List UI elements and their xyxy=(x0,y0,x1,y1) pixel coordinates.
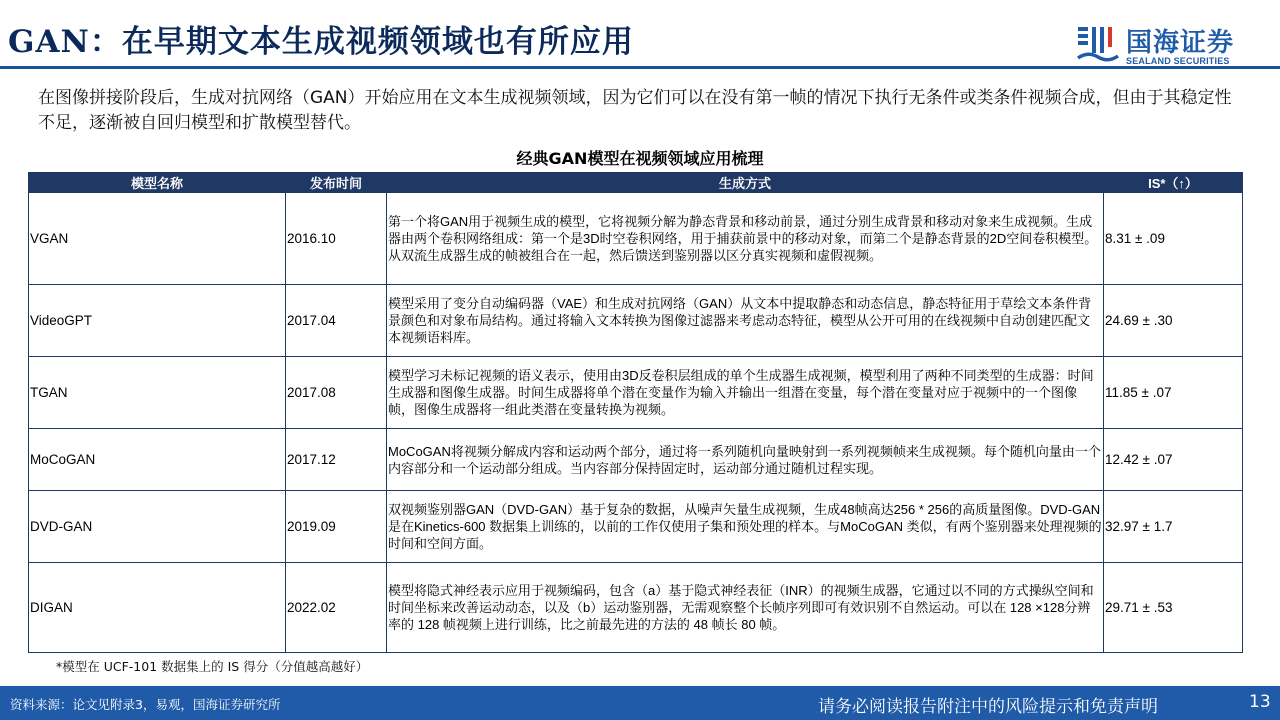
model-name-cell: DIGAN xyxy=(29,563,286,653)
release-date-cell: 2017.12 xyxy=(286,429,387,491)
release-date-cell: 2017.08 xyxy=(286,357,387,429)
table-row xyxy=(29,357,1243,429)
page-title: GAN：在早期文本生成视频领域也有所应用 xyxy=(8,24,634,60)
model-name-cell: MoCoGAN xyxy=(29,429,286,491)
model-name-cell: DVD-GAN xyxy=(29,491,286,563)
description-cell: 模型采用了变分自动编码器（VAE）和生成对抗网络（GAN）从文本中提取静态和动态信息，静态特征用于草绘文本条件背景颜色和对象布局结构。通过将输入文本转换为图像过滤器来考虑动态特征，模型从公开可用的在线视频中自动创建匹配文本视频语料库。 xyxy=(387,285,1104,357)
header-model-name: 模型名称 xyxy=(29,173,286,193)
is-score-cell: 24.69 ± .30 xyxy=(1104,285,1243,357)
table-footnote: *模型在 UCF-101 数据集上的 IS 得分（分值越高越好） xyxy=(56,659,369,674)
table-row xyxy=(29,563,1243,653)
logo-chinese-name: 国海证券 xyxy=(1126,28,1235,58)
description-cell: 模型学习未标记视频的语义表示，使用由3D反卷积层组成的单个生成器生成视频，模型利用了两种不同类型的生成器：时间生成器和图像生成器。时间生成器将单个潜在变量作为输入并输出一组潜在变量，每个潜在变量对应于视频中的一个图像帧，图像生成器将一组此类潜在变量转换为视频。 xyxy=(387,357,1104,429)
logo-english-name: SEALAND SECURITIES xyxy=(1126,56,1230,66)
table-row xyxy=(29,285,1243,357)
is-score-cell: 8.31 ± .09 xyxy=(1104,193,1243,285)
gan-models-table xyxy=(28,172,1243,653)
release-date-cell: 2017.04 xyxy=(286,285,387,357)
footer-bar xyxy=(0,686,1280,720)
description-cell: 第一个将GAN用于视频生成的模型，它将视频分解为静态背景和移动前景，通过分别生成背景和移动对象来生成视频。生成器由两个卷积网络组成：第一个是3D时空卷积网络，用于捕获前景中的移动对象，而第二个是静态背景的2D空间卷积模型。从双流生成器生成的帧被组合在一起，然后馈送到鉴别器以区分真实视频和虚假视频。 xyxy=(387,193,1104,285)
table-title: 经典GAN模型在视频领域应用梳理 xyxy=(516,149,764,168)
sealand-logo-icon xyxy=(1076,24,1120,64)
company-logo xyxy=(1076,22,1271,68)
header-is-score: IS*（↑） xyxy=(1104,173,1243,193)
model-name-cell: VideoGPT xyxy=(29,285,286,357)
description-cell: MoCoGAN将视频分解成内容和运动两个部分，通过将一系列随机向量映射到一系列视频帧来生成视频。每个随机向量由一个内容部分和一个运动部分组成。当内容部分保持固定时，运动部分通过随机过程实现。 xyxy=(387,429,1104,491)
table-row xyxy=(29,429,1243,491)
model-name-cell: VGAN xyxy=(29,193,286,285)
table-row xyxy=(29,491,1243,563)
disclaimer-notice: 请务必阅读报告附注中的风险提示和免责声明 xyxy=(818,697,1158,717)
description-cell: 双视频鉴别器GAN（DVD-GAN）基于复杂的数据，从噪声矢量生成视频，生成48帧高达256 * 256的高质量图像。DVD-GAN是在Kinetics-600 数据集上训练的，以前的工作仅使用子集和预处理的样本。与MoCoGAN 类似，有两个鉴别器来处理视频的时间和空间方面。 xyxy=(387,491,1104,563)
release-date-cell: 2016.10 xyxy=(286,193,387,285)
table-header-row xyxy=(29,173,1243,193)
is-score-cell: 12.42 ± .07 xyxy=(1104,429,1243,491)
header-generation-method: 生成方式 xyxy=(387,173,1104,193)
release-date-cell: 2019.09 xyxy=(286,491,387,563)
header-release-date: 发布时间 xyxy=(286,173,387,193)
is-score-cell: 11.85 ± .07 xyxy=(1104,357,1243,429)
description-cell: 模型将隐式神经表示应用于视频编码，包含（a）基于隐式神经表征（INR）的视频生成器，它通过以不同的方式操纵空间和时间坐标来改善运动动态，以及（b）运动鉴别器，无需观察整个长帧序列即可有效识别不自然运动。可以在 128 ×128分辨率的 128 帧视频上进行训练，比之前最先进的方法的 48 帧长 80 帧。 xyxy=(387,563,1104,653)
is-score-cell: 29.71 ± .53 xyxy=(1104,563,1243,653)
source-note: 资料来源：论文见附录3，易观，国海证券研究所 xyxy=(10,697,281,712)
release-date-cell: 2022.02 xyxy=(286,563,387,653)
intro-paragraph: 在图像拼接阶段后，生成对抗网络（GAN）开始应用在文本生成视频领域，因为它们可以在没有第一帧的情况下执行无条件或类条件视频合成，但由于其稳定性不足，逐渐被自回归模型和扩散模型替代。 xyxy=(38,88,1232,133)
page-number: 13 xyxy=(1249,692,1271,712)
table-row xyxy=(29,193,1243,285)
title-divider xyxy=(0,66,1280,69)
model-name-cell: TGAN xyxy=(29,357,286,429)
is-score-cell: 32.97 ± 1.7 xyxy=(1104,491,1243,563)
